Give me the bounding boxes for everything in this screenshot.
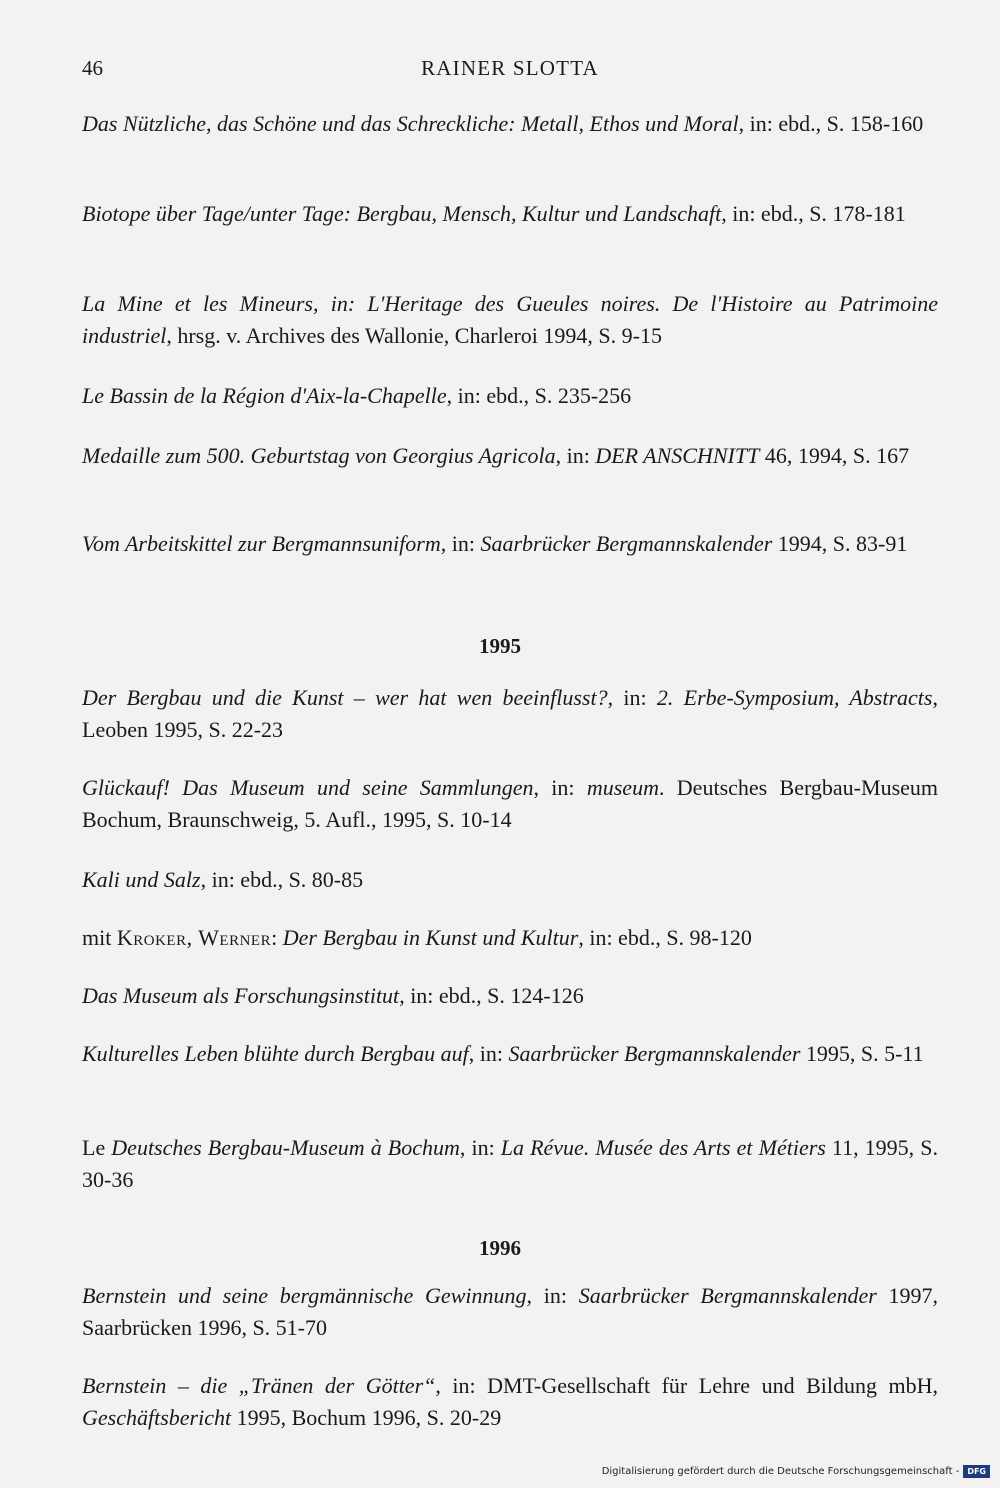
running-head: RAINER SLOTTA: [421, 56, 599, 80]
entry-connector: , in: DMT-Gesellschaft für Lehre und Bildung mbH,: [435, 1373, 938, 1398]
bibliography-entry: [82, 980, 938, 1012]
entry-details: , in: ebd., S. 158-160: [738, 111, 924, 136]
entry-connector: , in:: [459, 1135, 501, 1160]
entry-details: 1994, S. 83-91: [772, 531, 908, 556]
entry-source: Saarbrücker Bergmannskalender: [480, 531, 773, 556]
entry-connector: , in:: [533, 775, 587, 800]
bibliography-entry: [82, 440, 938, 472]
entry-title: Das Museum als Forschungsinstitut: [82, 983, 400, 1008]
bibliography-entry: [82, 1370, 938, 1434]
entry-details: , in: ebd., S. 178-181: [721, 201, 906, 226]
year-heading: 1995: [479, 634, 521, 658]
entry-title: Deutsches Bergbau-Museum à Bochum: [111, 1135, 460, 1160]
entry-details: , in: ebd., S. 124-126: [399, 983, 584, 1008]
bibliography-entry: [82, 528, 938, 560]
entry-source: museum: [586, 775, 659, 800]
bibliography-entry: [82, 288, 938, 352]
bibliography-entry: [82, 198, 938, 230]
entry-details: , Leoben 1995, S. 22-23: [82, 685, 938, 742]
entry-prefix: Le: [82, 1135, 112, 1160]
entry-connector: , in:: [555, 443, 596, 468]
entry-coauthor: Kroker, Werner: [116, 925, 272, 950]
entry-details: , hrsg. v. Archives des Wallonie, Charleroi 1994, S. 9-15: [166, 323, 662, 348]
entry-details: 1997, Saarbrücken 1996, S. 51-70: [82, 1283, 939, 1340]
bibliography-entry: [82, 922, 938, 954]
entry-title: Der Bergbau und die Kunst – wer hat wen beeinflusst?: [82, 685, 608, 710]
bibliography-entry: [82, 380, 938, 412]
bibliography-entry: [82, 1132, 938, 1196]
entry-details: , in: ebd., S. 235-256: [446, 383, 632, 408]
entry-title: Le Bassin de la Région d'Aix-la-Chapelle: [82, 383, 447, 408]
footer-text: Digitalisierung gefördert durch die Deutsche Forschungsgemeinschaft -: [601, 1466, 960, 1477]
entry-title: Kulturelles Leben blühte durch Bergbau auf: [82, 1041, 469, 1066]
entry-title: Bernstein und seine bergmännische Gewinnung: [82, 1283, 527, 1308]
bibliography-entry: [82, 864, 938, 896]
bibliography-entry: [82, 1038, 938, 1070]
entry-title: Das Nützliche, das Schöne und das Schreckliche: Metall, Ethos und Moral: [82, 111, 739, 136]
entry-source: 2. Erbe-Symposium, Abstracts: [656, 685, 933, 710]
entry-details: . Deutsches Bergbau-Museum Bochum, Braunschweig, 5. Aufl., 1995, S. 10-14: [82, 775, 939, 832]
entry-title: Medaille zum 500. Geburtstag von Georgius Agricola: [82, 443, 556, 468]
page-number: 46: [82, 56, 103, 80]
entry-title: Biotope über Tage/unter Tage: Bergbau, Mensch, Kultur und Landschaft: [82, 201, 722, 226]
entry-connector: :: [271, 925, 283, 950]
year-heading: 1996: [479, 1236, 521, 1260]
dfg-logo: DFG: [963, 1465, 990, 1478]
entry-source: Geschäftsbericht: [82, 1405, 232, 1430]
bibliography-entry: [82, 1280, 938, 1344]
entry-title: Vom Arbeitskittel zur Bergmannsuniform: [82, 531, 441, 556]
entry-title: Kali und Salz: [82, 867, 201, 892]
entry-title: La Mine et les Mineurs, in: L'Heritage des Gueules noires. De l'Histoire au Patrimoine industriel: [82, 291, 938, 348]
entry-title: Der Bergbau in Kunst und Kultur: [282, 925, 579, 950]
entry-source: La Révue. Musée des Arts et Métiers: [500, 1135, 826, 1160]
bibliography-entry: [82, 108, 938, 140]
entry-connector: , in:: [607, 685, 657, 710]
entry-details: 46, 1994, S. 167: [759, 443, 910, 468]
entry-details: 11, 1995, S. 30-36: [82, 1135, 938, 1192]
entry-title: Glückauf! Das Museum und seine Sammlungen: [82, 775, 534, 800]
entry-connector: , in:: [526, 1283, 579, 1308]
digitization-footer: [602, 1465, 990, 1478]
entry-details: 1995, Bochum 1996, S. 20-29: [231, 1405, 502, 1430]
bibliography-entry: [82, 682, 938, 746]
entry-details: , in: ebd., S. 98-120: [578, 925, 752, 950]
page-header: [82, 56, 938, 86]
entry-source: DER ANSCHNITT: [595, 443, 760, 468]
entry-source: Saarbrücker Bergmannskalender: [508, 1041, 801, 1066]
bibliography-entry: [82, 772, 938, 836]
entry-source: Saarbrücker Bergmannskalender: [578, 1283, 877, 1308]
entry-details: , in: ebd., S. 80-85: [200, 867, 364, 892]
entry-connector: , in:: [468, 1041, 509, 1066]
entry-prefix: mit: [82, 925, 117, 950]
entry-connector: , in:: [440, 531, 481, 556]
entry-details: 1995, S. 5-11: [800, 1041, 924, 1066]
entry-title: Bernstein – die „Tränen der Götter“: [82, 1373, 436, 1398]
